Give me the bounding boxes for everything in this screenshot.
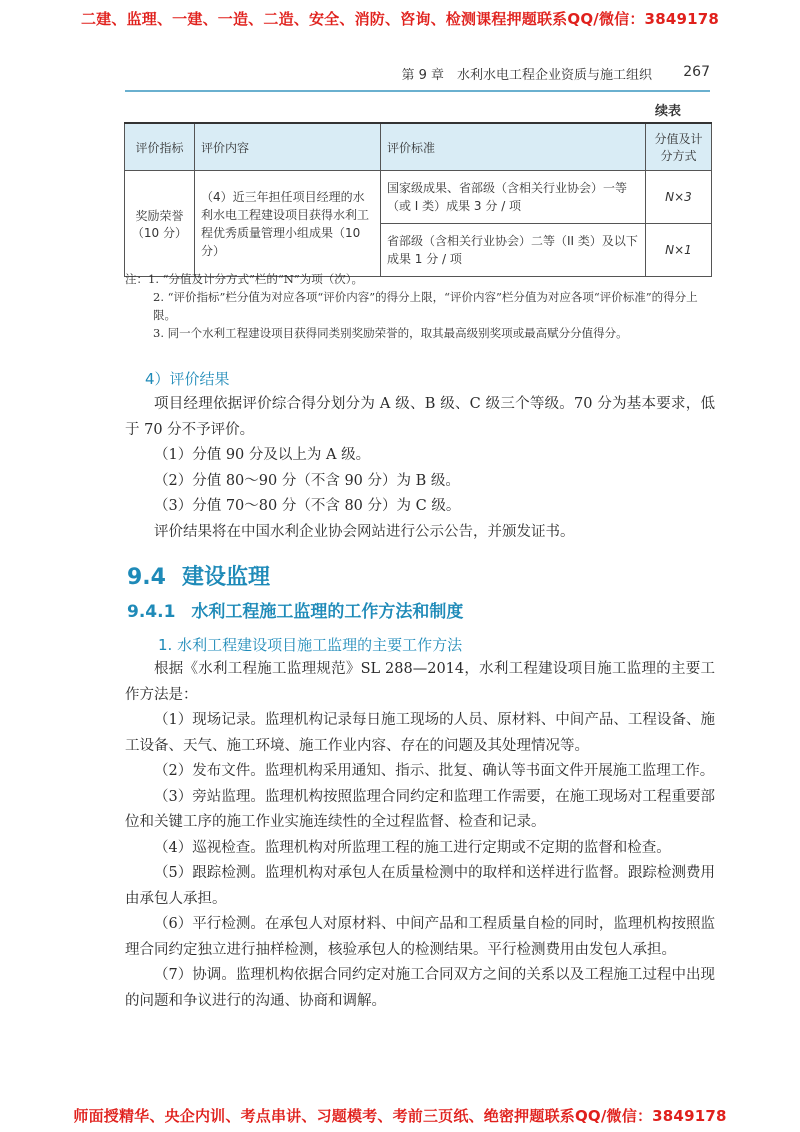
table-continued-label: 续表 bbox=[655, 104, 682, 119]
running-header bbox=[125, 64, 710, 84]
note-1: 注：1. “分值及计分方式”栏的“N”为项（次）。 bbox=[125, 272, 363, 286]
paragraph: （2）分值 80～90 分（不含 90 分）为 B 级。 bbox=[154, 472, 460, 489]
col-header-standard: 评价标准 bbox=[380, 123, 645, 171]
paragraph: （1）分值 90 分及以上为 A 级。 bbox=[154, 447, 371, 463]
section-number: 9.4 bbox=[127, 565, 166, 590]
subsection-title: 水利工程施工监理的工作方法和制度 bbox=[191, 602, 464, 622]
paragraph: （7）协调。监理机构依据合同约定对施工合同双方之间的关系以及工程施工过程中出现的问题和争议进行的沟通、协商和调解。 bbox=[125, 967, 715, 1009]
subheading-evaluation-result: 4）评价结果 bbox=[145, 370, 230, 388]
score-cell: N×3 bbox=[645, 171, 711, 224]
section-heading bbox=[127, 560, 270, 591]
header-rule bbox=[125, 90, 710, 92]
col-header-score: 分值及计分方式 bbox=[645, 123, 711, 171]
paragraph: （2）发布文件。监理机构采用通知、指示、批复、确认等书面文件开展施工监理工作。 bbox=[154, 763, 715, 779]
paragraph: （6）平行检测。在承包人对原材料、中间产品和工程质量自检的同时，监理机构按照监理合同约定独立进行抽样检测，核验承包人的检测结果。平行检测费用由发包人承担。 bbox=[125, 916, 715, 958]
subsection-heading bbox=[127, 597, 463, 622]
evaluation-table bbox=[124, 122, 712, 277]
content-cell: （4）近三年担任项目经理的水利水电工程建设项目获得水利工程优秀质量管理小组成果（10 分） bbox=[194, 171, 380, 277]
paragraph: 评价结果将在中国水利企业协会网站进行公示公告，并颁发证书。 bbox=[154, 523, 575, 540]
paragraph: （3）分值 70～80 分（不含 80 分）为 C 级。 bbox=[154, 498, 461, 514]
evaluation-result-body bbox=[125, 392, 715, 545]
page-number: 267 bbox=[683, 64, 710, 80]
score-cell: N×1 bbox=[645, 224, 711, 277]
paragraph: 项目经理依据评价综合得分划分为 A 级、B 级、C 级三个等级。70 分为基本要求，低于 70 分不予评价。 bbox=[125, 396, 715, 438]
standard-cell: 省部级（含相关行业协会）二等（II 类）及以下成果 1 分 / 项 bbox=[380, 224, 645, 277]
col-header-content: 评价内容 bbox=[194, 123, 380, 171]
paragraph: （3）旁站监理。监理机构按照监理合同约定和监理工作需要，在施工现场对工程重要部位和关键工序的施工作业实施连续性的全过程监督、检查和记录。 bbox=[125, 788, 715, 830]
item-heading: 1. 水利工程建设项目施工监理的主要工作方法 bbox=[158, 636, 463, 654]
table-row bbox=[125, 171, 712, 224]
col-header-indicator: 评价指标 bbox=[125, 123, 195, 171]
standard-cell: 国家级成果、省部级（含相关行业协会）一等（或 I 类）成果 3 分 / 项 bbox=[380, 171, 645, 224]
paragraph: （5）跟踪检测。监理机构对承包人在质量检测中的取样和送样进行监督。跟踪检测费用由承包人承担。 bbox=[125, 865, 715, 907]
indicator-cell: 奖励荣誉（10 分） bbox=[125, 171, 195, 277]
paragraph: （1）现场记录。监理机构记录每日施工现场的人员、原材料、中间产品、工程设备、施工设备、天气、施工环境、施工作业内容、存在的问题及其处理情况等。 bbox=[125, 712, 715, 754]
chapter-title: 第 9 章 水利水电工程企业资质与施工组织 bbox=[401, 68, 652, 83]
note-2: 2. “评价指标”栏分值为对应各项“评价内容”的得分上限，“评价内容”栏分值为对应各项“评价标准”的得分上限。 bbox=[153, 290, 698, 322]
section-title: 建设监理 bbox=[181, 565, 270, 590]
subsection-number: 9.4.1 bbox=[127, 602, 176, 622]
paragraph: （4）巡视检查。监理机构对所监理工程的施工进行定期或不定期的监督和检查。 bbox=[154, 839, 671, 856]
supervision-methods-body bbox=[125, 657, 715, 1014]
promo-banner-bottom: 师面授精华、央企内训、考点串讲、习题模考、考前三页纸、绝密押题联系QQ/微信：3849178 bbox=[73, 1107, 727, 1125]
paragraph: 根据《水利工程施工监理规范》SL 288—2014，水利工程建设项目施工监理的主要工作方法是： bbox=[125, 661, 715, 703]
promo-banner-top: 二建、监理、一建、一造、二造、安全、消防、咨询、检测课程押题联系QQ/微信：3849178 bbox=[80, 10, 720, 28]
table-notes bbox=[125, 270, 710, 342]
note-3: 3. 同一个水利工程建设项目获得同类别奖励荣誉的，取其最高级别奖项或最高赋分分值得分。 bbox=[153, 326, 628, 340]
